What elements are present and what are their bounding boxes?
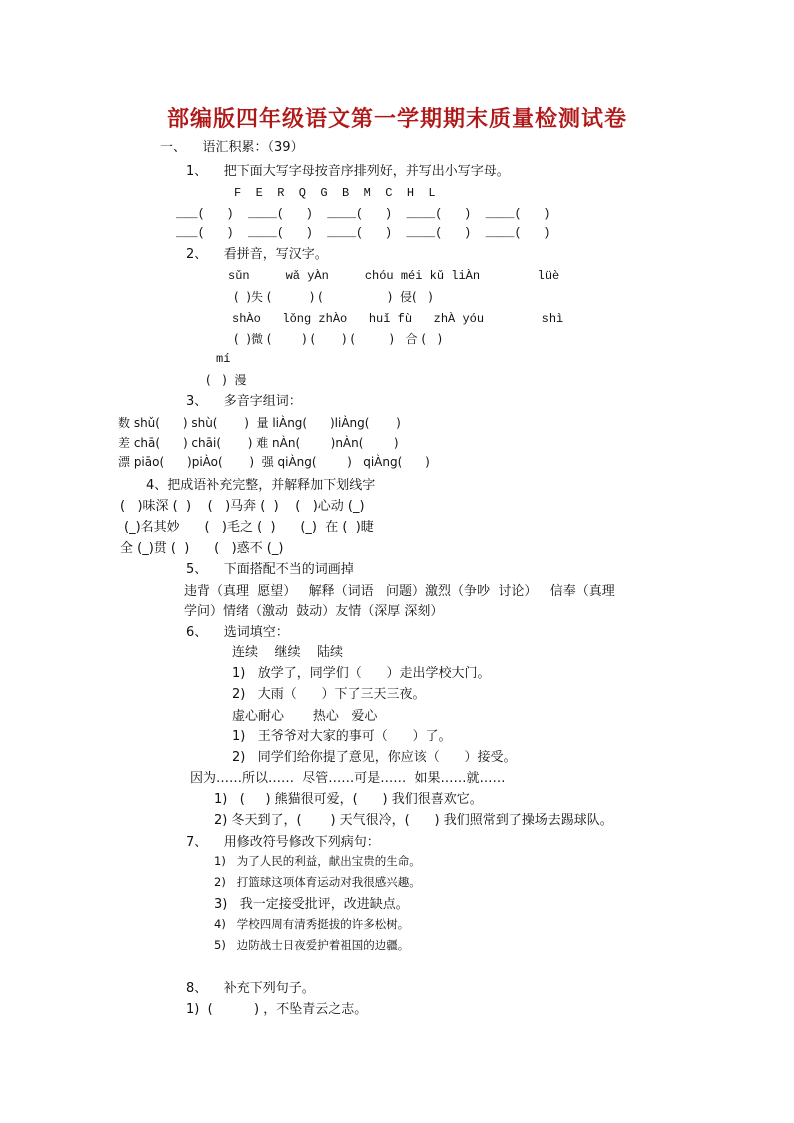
q3-row: 数 shǔ( ) shù( ) 量 liÀng( )liÀng( )	[118, 416, 401, 430]
q2-blank-row: ( )失 ( ) ( ) 侵( )	[234, 290, 433, 304]
q6-sentence: 1) ( ) 熊猫很可爱，( ) 我们很喜欢它。	[214, 792, 483, 807]
q6-word-choices: 连续 继续 陆续	[232, 645, 344, 660]
q7-sentence: 5) 边防战士日夜爱护着祖国的边疆。	[214, 938, 410, 952]
q2-pinyin-row: sǔn wǎ yÀn chóu méi kǔ liÀn lüè	[228, 269, 560, 283]
q4-row: ( )味深 ( ) ( )马奔 ( ) ( )心动 (_)	[120, 499, 365, 514]
q7-sentence: 1) 为了人民的利益，献出宝贵的生命。	[214, 854, 421, 868]
q7-sentence: 2) 打篮球这项体育运动对我很感兴趣。	[214, 875, 421, 889]
q6-sentence: 2) 同学们给你提了意见，你应该（ ）接受。	[232, 750, 517, 765]
q1-answer-row: ___( ) ____( ) ____( ) ____( ) ____( )	[176, 207, 551, 221]
q6-word-choices: 因为……所以…… 尽管……可是…… 如果……就……	[190, 771, 506, 786]
q3-row: 漂 piāo( )piÀo( ) 强 qiÀng( ) qiÀng( )	[118, 455, 430, 469]
q5-row: 学问）情绪（激动 鼓动）友情（深厚 深刻）	[184, 604, 444, 619]
q5-row: 违背（真理 愿望） 解释（词语 问题）激烈（争吵 讨论） 信奉（真理	[184, 584, 615, 599]
q6-heading: 6、 选词填空：	[186, 625, 289, 640]
q6-sentence: 2) 冬天到了，( ) 天气很冷，( ) 我们照常到了操场去踢球队。	[214, 813, 613, 828]
q3-heading: 3、 多音字组词：	[186, 394, 302, 409]
exam-title: 部编版四年级语文第一学期期末质量检测试卷	[166, 106, 627, 132]
q4-heading: 4、把成语补充完整，并解释加下划线字	[146, 478, 376, 493]
q1-answer-row: ___( ) ____( ) ____( ) ____( ) ____( )	[176, 226, 551, 240]
q4-row: 全 (_)贯 ( ) ( )惑不 (_)	[120, 541, 284, 556]
section-heading: 一、 语汇积累：（39）	[160, 140, 304, 155]
q8-heading: 8、 补充下列句子。	[186, 981, 315, 996]
q4-row: (_)名其妙 ( )毛之 ( ) (_) 在 ( )睫	[124, 520, 374, 535]
q5-heading: 5、 下面搭配不当的词画掉	[186, 562, 354, 577]
q6-sentence: 2) 大雨（ ）下了三天三夜。	[232, 687, 426, 702]
q7-sentence: 3) 我一定接受批评，改进缺点。	[214, 897, 409, 912]
q7-heading: 7、 用修改符号修改下列病句：	[186, 835, 380, 850]
q1-letters: F E R Q G B M C H L	[234, 186, 436, 200]
q3-row: 差 chā( ) chāi( ) 难 nÀn( )nÀn( )	[118, 436, 399, 450]
q2-pinyin-row: mí	[216, 352, 231, 366]
q2-pinyin-row: shÀo lǒng zhÀo huǐ fù zhÀ yóu shì	[232, 312, 564, 326]
q2-blank-row: ( ) 漫	[206, 373, 247, 387]
q8-sentence: 1) ( ) ，不坠青云之志。	[186, 1002, 368, 1017]
q1-heading: 1、 把下面大写字母按音序排列好，并写出小写字母。	[186, 164, 510, 179]
q6-sentence: 1) 王爷爷对大家的事可（ ）了。	[232, 729, 452, 744]
q7-sentence: 4) 学校四周有清秀挺拔的许多松树。	[214, 917, 410, 931]
q2-heading: 2、 看拼音，写汉字。	[186, 247, 328, 262]
q6-sentence: 1) 放学了，同学们（ ）走出学校大门。	[232, 666, 491, 681]
q2-blank-row: ( )微 ( ) ( ) ( ) 合 ( )	[234, 332, 443, 346]
q6-word-choices: 虚心耐心 热心 爱心	[232, 709, 378, 724]
